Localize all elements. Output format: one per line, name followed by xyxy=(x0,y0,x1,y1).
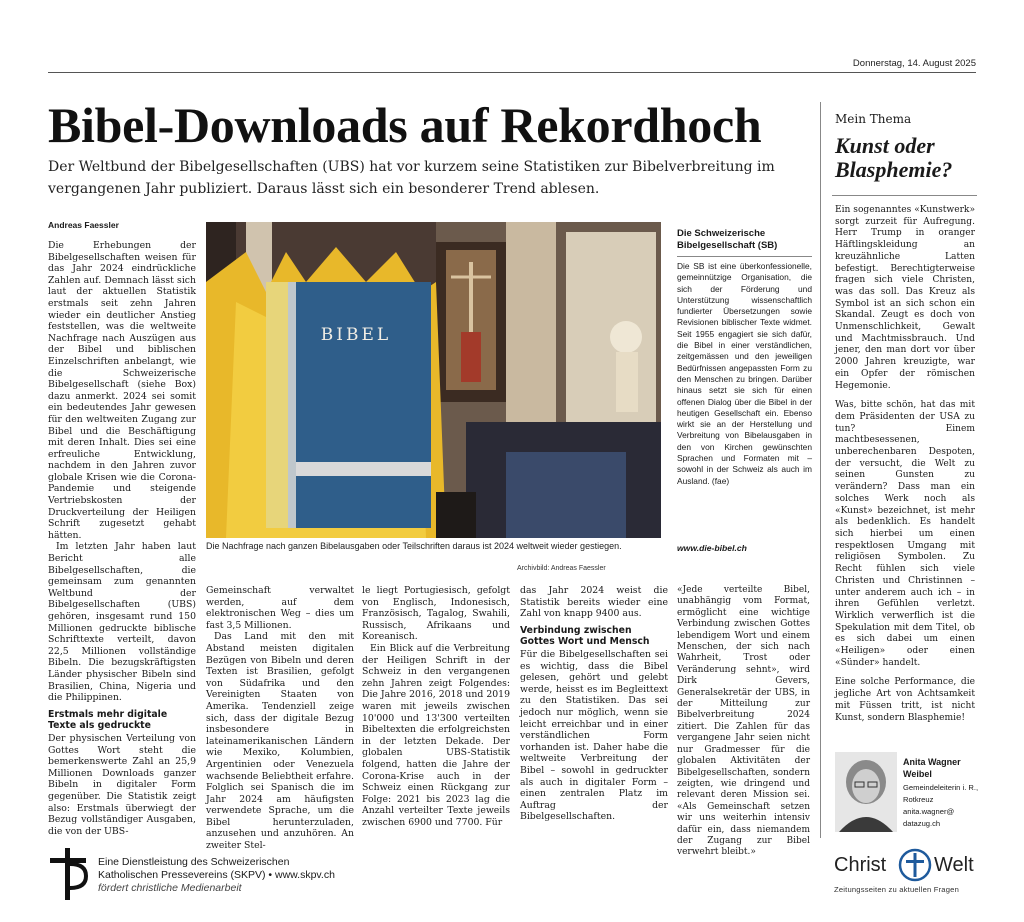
footer-tagline: fördert christliche Medienarbeit xyxy=(98,882,242,894)
article-paragraph: Gemeinschaft verwaltet werden, auf dem elektronischen Weg – dies um fast 3,5 Millionen. xyxy=(206,585,354,631)
info-box-link[interactable]: www.die-bibel.ch xyxy=(677,543,747,553)
article-paragraph: Für die Bibelgesellschaften sei es wichtig, dass die Bibel gelesen, gehört und gelebt werde, heisst es im Begleittext zu den Statistiken. Das sei jedoch nur möglich, wenn sie leicht erreichbar und in einer verständlichen Form vorhanden ist. Daher habe die weltweite Verbreitung der Bibel – sowohl in gedruckter als auch in digitaler Form – einen zentralen Platz im Auftrag der Bibelgesellschaften. xyxy=(520,648,668,823)
article-subheading: Erstmals mehr digitale Texte als gedruckte xyxy=(48,708,168,732)
cross-circle-icon xyxy=(898,848,932,882)
article-paragraph: Das Land mit den mit Abstand meisten digitalen Bezügen von Bibeln und deren Texten ist Brasilien, gefolgt von Südafrika und den Vereinigten Staaten von Amerika. Tendenziell zeige sich, dass der digitale Bezug insbesondere in lateinamerikanischen Ländern wie Mexiko, Kolumbien, Argentinien oder Venezuela wachsende Beliebtheit erfahre. Folglich sei Spanisch die im Jahr 2024 am häufigsten verwendete Sprache, um die Bibel herunterzuladen, anzusehen und anzuhören. An zweiter Stel- xyxy=(206,631,354,852)
article-column-2 xyxy=(206,585,354,852)
logo-word-welt: Welt xyxy=(934,854,974,876)
sidebar-paragraph: Ein sogenanntes «Kunstwerk» sorgt zurzeit für Aufregung. Herr Trump in oranger Häftlingskleidung an kreuzähnliche Latten befestigt. Berechtigterweise fragen sich viele Christen, was das soll. Das Kreuz als Symbol ist an sich schon ein Skandal. Zeugt es doch von Unmenschlichkeit, Gewalt und Machtmissbrauch. Und jener, den man dort vor über 2000 Jahren kreuzigte, war ein Opfer der römischen Hegemonie. xyxy=(835,205,976,391)
article-paragraph: Im letzten Jahr haben laut Bericht alle Bibelgesellschaften, die gemeinsam zum genannten Weltbund der Bibelgesellschaften (UBS) gehören, insgesamt rund 150 Millionen gedruckte biblische Schrifttexte verteilt, davon 22,5 Millionen vollständige Bibeln. Die bezugskräftigsten Länder physischer Bibeln sind Brasilien, China, Nigeria und die Philippinen. xyxy=(48,541,196,704)
info-box xyxy=(677,222,812,562)
article-column-5 xyxy=(677,585,810,858)
skpv-logo-icon xyxy=(48,848,88,900)
article-column-4 xyxy=(520,585,668,837)
photo-credit: Archivbild: Andreas Faessler xyxy=(517,565,606,572)
column-divider xyxy=(820,102,821,838)
article-column-3 xyxy=(362,585,510,837)
article-paragraph: «Jede verteilte Bibel, unabhängig vom Format, ermöglicht eine wichtige Verbindung zwischen Gottes lebendigem Wort und einem Menschen, der sich nach Wahrheit, Trost oder Veränderung sehnt», wird Dirk Gevers, Generalsekretär der UBS, in der Mitteilung zur Bibelverbreitung 2024 zitiert. Die Zahlen für das vergangene Jahr seien nicht nur Gradmesser für die globalen Aktivitäten der Bibelgesellschaften, sondern zeigten, wie dringend und relevant deren Mission sei. «Als Gemeinschaft setzen wir uns weiterhin intensiv dafür ein, dass niemandem der Zugang zur Bibel verwehrt bleibt.» xyxy=(677,585,810,858)
author-email[interactable]: anita.wagner@ datazug.ch xyxy=(903,807,955,828)
byline: Andreas Faessler xyxy=(48,220,119,230)
author-name xyxy=(903,756,961,780)
article-paragraph: le liegt Portugiesisch, gefolgt von Englisch, Indonesisch, Französisch, Tagalog, Swahili, Russisch, Afrikaans und Koreanisch. xyxy=(362,585,510,643)
author-photo xyxy=(835,752,897,832)
sidebar-kicker: Mein Thema xyxy=(835,112,912,126)
footer-line: Eine Dienstleistung des Schweizerischen xyxy=(98,856,290,868)
book-label: BIBEL xyxy=(320,325,392,345)
headline: Bibel-Downloads auf Rekordhoch xyxy=(48,97,762,153)
article-column-1 xyxy=(48,240,196,836)
issue-date: Donnerstag, 14. August 2025 xyxy=(852,58,976,69)
bible-photo-illustration xyxy=(206,222,661,538)
sidebar-paragraph: Eine solche Performance, die jegliche Art von Achtsamkeit mit Füssen tritt, ist nicht Kunst, sondern Blasphemie! xyxy=(835,677,975,723)
top-rule xyxy=(48,72,976,73)
article-paragraph: das Jahr 2024 weist die Statistik bereits wieder eine Zahl von knapp 9400 aus. xyxy=(520,585,668,620)
bible-photo xyxy=(206,222,661,538)
footer-text xyxy=(98,856,335,895)
christ-welt-logo xyxy=(834,848,984,890)
lede: Der Weltbund der Bibelgesellschaften (UBS) hat vor kurzem seine Statistiken zur Bibelverbreitung im vergangenen Jahr publiziert. Daraus lässt sich ein besonderer Trend ablesen. xyxy=(48,159,775,197)
info-box-title: Die Schweizerische Bibelgesellschaft (SB) xyxy=(677,228,812,257)
logo-tagline: Zeitungsseiten zu aktuellen Fragen xyxy=(834,885,959,894)
info-box-body: Die SB ist eine überkonfessionelle, gemeinnützige Organisation, die sich der Förderung und Unterstützung wissenschaftlich fundierter Übersetzungen sowie Revisionen biblischer Texte widmet. Seit 1955 engagiert sie sich dafür, die Bibel in einer verständlichen, zeitgemässen und den jeweiligen Bedürfnissen angepassten Form zu den Menschen zu bringen. Darüber hinaus setzt sie sich für einen offenen Dialog über die Bibel in der heutigen Gesellschaft ein. Ebenso wirkt sie an der Herstellung und Verbreitung von Bibelausgaben in den von Kirchen gewünschten Sprachen und Formaten mit – sowohl in der Schweiz als auch im Ausland. (fae) xyxy=(677,261,812,486)
author-details xyxy=(903,782,983,830)
article-paragraph: Die Erhebungen der Bibelgesellschaften weisen für das Jahr 2024 eindrückliche Zahlen auf. Demnach lässt sich laut der aktuellen Statistik erstmals seit zehn Jahren wieder ein deutlicher Anstieg feststellen, was die weltweite Nachfrage nach Auszügen aus der Bibel und biblischen Einzelschriften anbelangt, wie die Schweizerische Bibelgesellschaft (siehe Box) dazu anmerkt. 2024 sei somit ein bedeutendes Jahr gewesen für den weltweiten Zugang zur Bibel und die Beschäftigung mit deren Inhalt. Dies sei eine erfreuliche Entwicklung, nachdem in den Jahren zuvor globale Krisen wie die Corona-Pandemie und steigende Vertriebskosten der Druckverteilung der Heiligen Schrift zugesetzt gehabt hätten. xyxy=(48,240,196,541)
logo-word-christ: Christ xyxy=(834,854,887,876)
article-paragraph: Der physischen Verteilung von Gottes Wort steht die bemerkenswerte Zahl an 25,9 Millionen Downloads ganzer Bibeln in digitaler Form gegenüber. Die Statistik zeigt also: Erstmals überwiegt der Bezug vollständiger Ausgaben, die von der UBS- xyxy=(48,732,196,837)
author-name-line: Weibel xyxy=(903,769,932,779)
sidebar-rule xyxy=(832,195,977,196)
sidebar-title: Kunst oder Blasphemie? xyxy=(835,133,953,182)
author-role: Gemeindeleiterin i. R., Rotkreuz xyxy=(903,783,979,804)
article-subheading: Verbindung zwischen Gottes Wort und Mensch xyxy=(520,624,650,648)
sidebar-body xyxy=(835,205,975,745)
sidebar-paragraph: Was, bitte schön, hat das mit dem Präsidenten der USA zu tun? Einem machtbesessenen, unberechenbaren Despoten, der versucht, die Welt zu seinen Gunsten zu verändern? Dass man ein solches Werk noch als «Kunst» bezeichnet, ist mehr als bedenklich. Es handelt sich hierbei um einen respektlosen Umgang mit religiösen Symbolen. Zu Recht fühlen sich viele Christen und Christinnen – unter anderem auch ich – in ihren Gefühlen verletzt. Wirklich verwerflich ist die Spekulation mit dem Titel, ob es sich dabei um einen «Heiligen» oder einen «Sünder» handelt. xyxy=(835,400,975,668)
footer-line: Katholischen Pressevereins (SKPV) • www.skpv.ch xyxy=(98,869,335,881)
author-name-line: Anita Wagner xyxy=(903,757,961,767)
article-paragraph: Ein Blick auf die Verbreitung der Heiligen Schrift in der Schweiz in den vergangenen zehn Jahren zeigt Folgendes: Die Jahre 2016, 2018 und 2019 waren mit jeweils zwischen 10'000 und 13'300 verteilten Bibeltexten die erfolgreichsten in der letzten Dekade. Der globalen UBS-Statistik folgend, hatten die Jahre der Corona-Krise auch in der Schweiz einen Rückgang zur Folge: 2021 bis 2023 lag die Anzahl verteilter Texte jeweils zwischen 6900 und 7700. Für xyxy=(362,642,510,828)
photo-caption: Die Nachfrage nach ganzen Bibelausgaben oder Teilschriften daraus ist 2024 weltweit wieder gestiegen. xyxy=(206,541,622,551)
